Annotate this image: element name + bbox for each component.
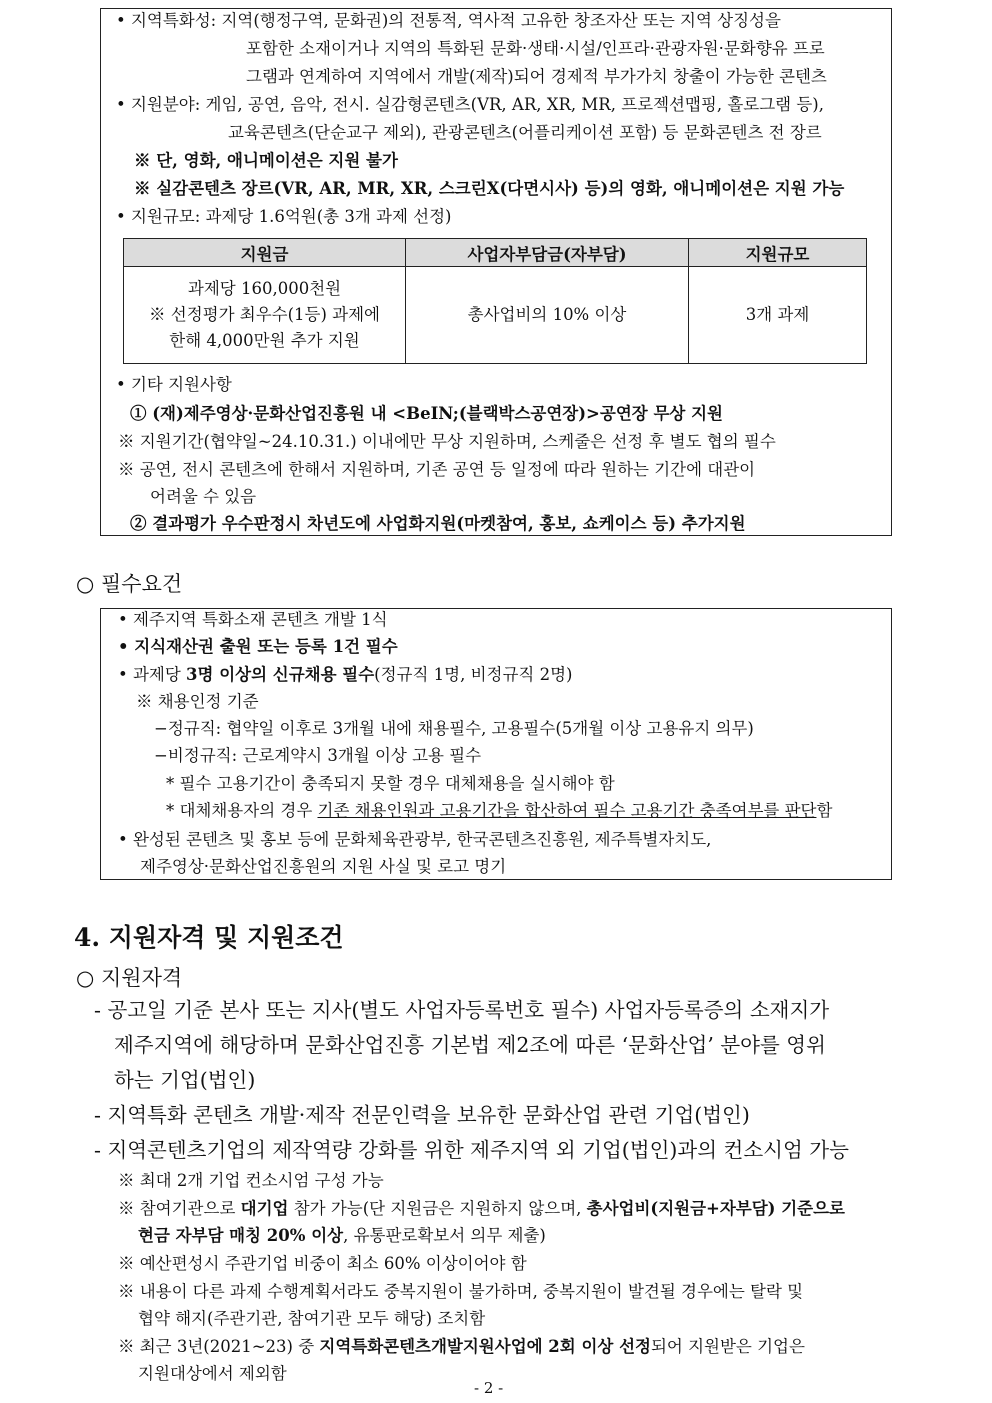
page-number: - 2 - (474, 1379, 504, 1397)
eligibility-note4-line1: ※ 내용이 다른 과제 수행계획서라도 중복지원이 불가하며, 중복지원이 발견될 경우에는 탈락 및 (118, 1282, 804, 1301)
req-line5: −정규직: 협약일 이후로 3개월 내에 채용필수, 고용필수(5개월 이상 고용유지 의무) (154, 719, 754, 738)
eligibility-note5-line1: ※ 최근 3년(2021~23) 중 지역특화콘텐츠개발지원사업에 2회 이상 선정되어 지원받은 기업은 (118, 1337, 805, 1356)
support-table (123, 238, 867, 364)
regional-specialty-line3: 그램과 연계하여 지역에서 개발(제작)되어 경제적 부가가치 창출이 가능한 콘텐츠 (246, 67, 827, 86)
support-field-line1: • 지원분야: 게임, 공연, 음악, 전시. 실감형콘텐츠(VR, AR, XR, MR, 프로젝션맵핑, 홀로그램 등), (116, 95, 824, 114)
venue-note2: ※ 공연, 전시 콘텐츠에 한해서 지원하며, 기존 공연 등 일정에 따라 원하는 기간에 대관이 (118, 460, 756, 479)
eligibility-bullet1-line3: 하는 기업(법인) (114, 1068, 256, 1092)
table-cell-self-pay: 총사업비의 10% 이상 (406, 267, 689, 364)
req-line6: −비정규직: 근로계약시 3개월 이상 고용 필수 (154, 746, 482, 765)
eligibility-note4-line2: 협약 해지(주관기관, 참여기관 모두 해당) 조치함 (138, 1309, 486, 1328)
req-line3: • 과제당 3명 이상의 신규채용 필수(정규직 1명, 비정규직 2명) (118, 665, 573, 684)
req-line4: ※ 채용인정 기준 (136, 692, 259, 711)
free-venue-line: ① (재)제주영상·문화산업진흥원 내 <BeIN;(블랙박스공연장)>공연장 무상 지원 (130, 404, 723, 423)
eligibility-note3: ※ 예산편성시 주관기업 비중이 최소 60% 이상이어야 함 (118, 1254, 527, 1273)
support-field-line2: 교육콘텐츠(단순교구 제외), 관광콘텐츠(어플리케이션 포함) 등 문화콘텐츠 전 장르 (228, 123, 822, 142)
note-immersive-allowed: ※ 실감콘텐츠 장르(VR, AR, MR, XR, 스크린X(다면시사) 등)의 영화, 애니메이션은 지원 가능 (134, 179, 845, 198)
table-header-grant: 지원금 (124, 239, 406, 267)
note-no-film: ※ 단, 영화, 애니메이션은 지원 불가 (134, 151, 398, 170)
req-line10: 제주영상·문화산업진흥원의 지원 사실 및 로고 명기 (140, 857, 507, 876)
venue-note3: 어려울 수 있음 (150, 487, 257, 506)
req-line1: • 제주지역 특화소재 콘텐츠 개발 1식 (118, 610, 388, 629)
eligibility-bullet3: - 지역콘텐츠기업의 제작역량 강화를 위한 제주지역 외 기업(법인)과의 컨소시엄 가능 (94, 1138, 849, 1162)
req-line8: * 대체채용자의 경우 기존 채용인원과 고용기간을 합산하여 필수 고용기간 충족여부를 판단함 (166, 801, 833, 820)
eligibility-bullet1-line1: - 공고일 기준 본사 또는 지사(별도 사업자등록번호 필수) 사업자등록증의 소재지가 (94, 998, 830, 1022)
table-cell-scale: 3개 과제 (689, 267, 867, 364)
eligibility-note2-line1: ※ 참여기관으로 대기업 참가 가능(단 지원금은 지원하지 않으며, 총사업비(지원금+자부담) 기준으로 (118, 1199, 845, 1218)
regional-specialty-line1: • 지역특화성: 지역(행정구역, 문화권)의 전통적, 역사적 고유한 창조자산 또는 지역 상징성을 (116, 11, 781, 30)
section4-title: 4. 지원자격 및 지원조건 (74, 923, 344, 952)
requirements-heading: ○ 필수요건 (76, 572, 183, 596)
other-support-line: • 기타 지원사항 (116, 375, 232, 394)
eligibility-note1: ※ 최대 2개 기업 컨소시엄 구성 가능 (118, 1171, 384, 1190)
table-cell-grant: 과제당 160,000천원 ※ 선정평가 최우수(1등) 과제에 한해 4,000만원 추가 지원 (124, 267, 406, 364)
support-scale-line: • 지원규모: 과제당 1.6억원(총 3개 과제 선정) (116, 207, 452, 226)
eligibility-heading: ○ 지원자격 (76, 966, 183, 990)
req-line2: • 지식재산권 출원 또는 등록 1건 필수 (118, 637, 398, 656)
regional-specialty-line2: 포함한 소재이거나 지역의 특화된 문화·생태·시설/인프라·관광자원·문화향유 프로 (246, 39, 825, 58)
req-line7: * 필수 고용기간이 충족되지 못할 경우 대체채용을 실시해야 함 (166, 774, 615, 793)
eligibility-bullet1-line2: 제주지역에 해당하며 문화산업진흥 기본법 제2조에 따른 ‘문화산업’ 분야를 영위 (114, 1033, 826, 1057)
req-line9: • 완성된 콘텐츠 및 홍보 등에 문화체육관광부, 한국콘텐츠진흥원, 제주특별자치도, (118, 830, 712, 849)
table-header-self-pay: 사업자부담금(자부담) (406, 239, 689, 267)
eligibility-note5-line2: 지원대상에서 제외함 (138, 1364, 287, 1383)
eligibility-note2-line2: 현금 자부담 매칭 20% 이상, 유통판로확보서 의무 제출) (138, 1226, 546, 1245)
commercialization-line: ② 결과평가 우수판정시 차년도에 사업화지원(마켓참여, 홍보, 쇼케이스 등) 추가지원 (130, 514, 746, 533)
eligibility-bullet2: - 지역특화 콘텐츠 개발·제작 전문인력을 보유한 문화산업 관련 기업(법인) (94, 1103, 750, 1127)
table-header-scale: 지원규모 (689, 239, 867, 267)
venue-note1: ※ 지원기간(협약일~24.10.31.) 이내에만 무상 지원하며, 스케줄은 선정 후 별도 협의 필수 (118, 432, 776, 451)
